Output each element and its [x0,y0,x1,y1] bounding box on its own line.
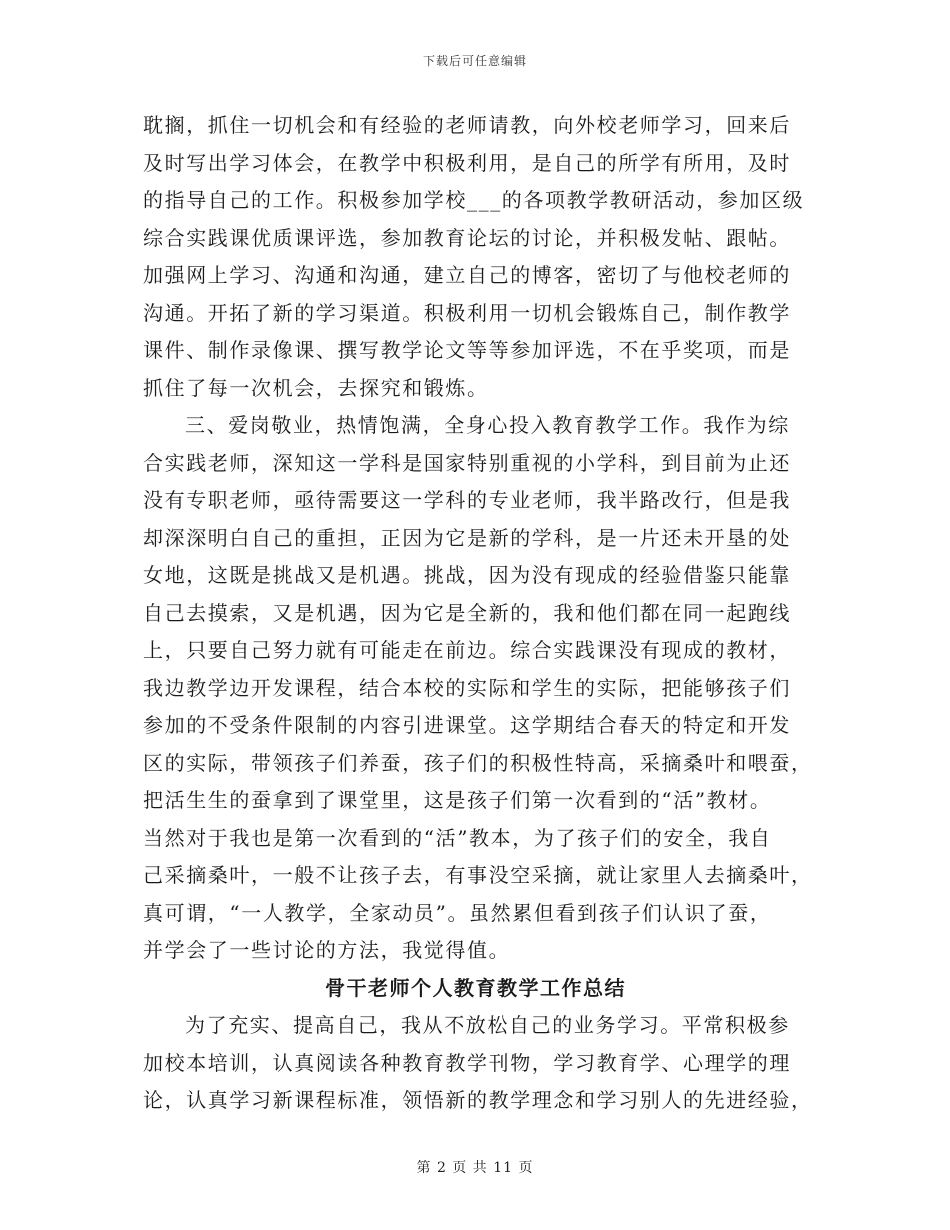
text-line: 女地，这既是挑战又是机遇。挑战，因为没有现成的经验借鉴只能靠 [143,563,791,587]
text-line: 我边教学边开发课程，结合本校的实际和学生的实际，把能够孩子们 [143,675,791,700]
text-line: 区的实际，带领孩子们养蚕，孩子们的积极性特高，采摘桑叶和喂蚕， [143,750,813,775]
text-line: 加强网上学习、沟通和沟通，建立自己的博客，密切了与他校老师的 [143,263,791,287]
text-line: 己采摘桑叶，一般不让孩子去，有事没空采摘，就让家里人去摘桑叶， [143,863,813,887]
page-header: 下载后可任意编辑 [422,54,527,68]
text-line: 抓住了每一次机会，去探究和锻炼。 [143,375,489,400]
text-line: 自己去摸索，又是机遇，因为它是全新的，我和他们都在同一起跑线 [143,600,791,625]
document-body [143,107,813,1120]
text-line: 综合实践课优质课评选，参加教育论坛的讨论，并积极发帖、跟帖。 [143,225,791,250]
text-line: 没有专职老师，亟待需要这一学科的专业老师，我半路改行，但是我 [143,488,791,512]
page-footer: 第 2 页 共 11 页 [416,1160,534,1176]
text-line: 为了充实、提高自己，我从不放松自己的业务学习。平常积极参 [185,1013,790,1037]
text-line: 却深深明白自己的重担，正因为它是新的学科，是一片还未开垦的处 [143,525,791,550]
paragraph-1 [143,107,808,407]
text-line: 的指导自己的工作。积极参加学校___的各项教学教研活动，参加区级 [143,188,805,212]
paragraph-3 [143,1007,813,1120]
text-line: 把活生生的蚕拿到了课堂里，这是孩子们第一次看到的“活”教材。 [143,788,772,812]
text-line: 合实践老师，深知这一学科是国家特别重视的小学科，到目前为止还 [143,450,791,475]
text-line: 及时写出学习体会，在教学中积极利用，是自己的所学有所用，及时 [143,150,791,175]
text-line: 当然对于我也是第一次看到的“活”教本，为了孩子们的安全，我自 [143,825,772,850]
text-line: 参加的不受条件限制的内容引进课堂。这学期结合春天的特定和开发 [143,713,791,737]
text-line: 课件、制作录像课、撰写教学论文等等参加评选，不在乎奖项，而是 [143,338,791,362]
text-line: 真可谓，“一人教学，全家动员”。虽然累但看到孩子们认识了蚕， [143,900,772,925]
section-heading: 骨干老师个人教育教学工作总结 [325,975,626,1000]
text-line: 耽搁，抓住一切机会和有经验的老师请教，向外校老师学习，回来后 [143,113,791,137]
text-line: 沟通。开拓了新的学习渠道。积极利用一切机会锻炼自己，制作教学 [143,300,791,325]
text-line: 并学会了一些讨论的方法，我觉得值。 [143,938,511,962]
text-line: 三、爱岗敬业，热情饱满，全身心投入教育教学工作。我作为综 [185,413,790,437]
paragraph-2 [143,407,813,970]
text-line: 上，只要自己努力就有可能走在前边。综合实践课没有现成的教材， [143,638,791,662]
text-line: 论，认真学习新课程标准，领悟新的教学理念和学习别人的先进经验， [143,1088,813,1112]
text-line: 加校本培训，认真阅读各种教育教学刊物，学习教育学、心理学的理 [143,1050,791,1075]
